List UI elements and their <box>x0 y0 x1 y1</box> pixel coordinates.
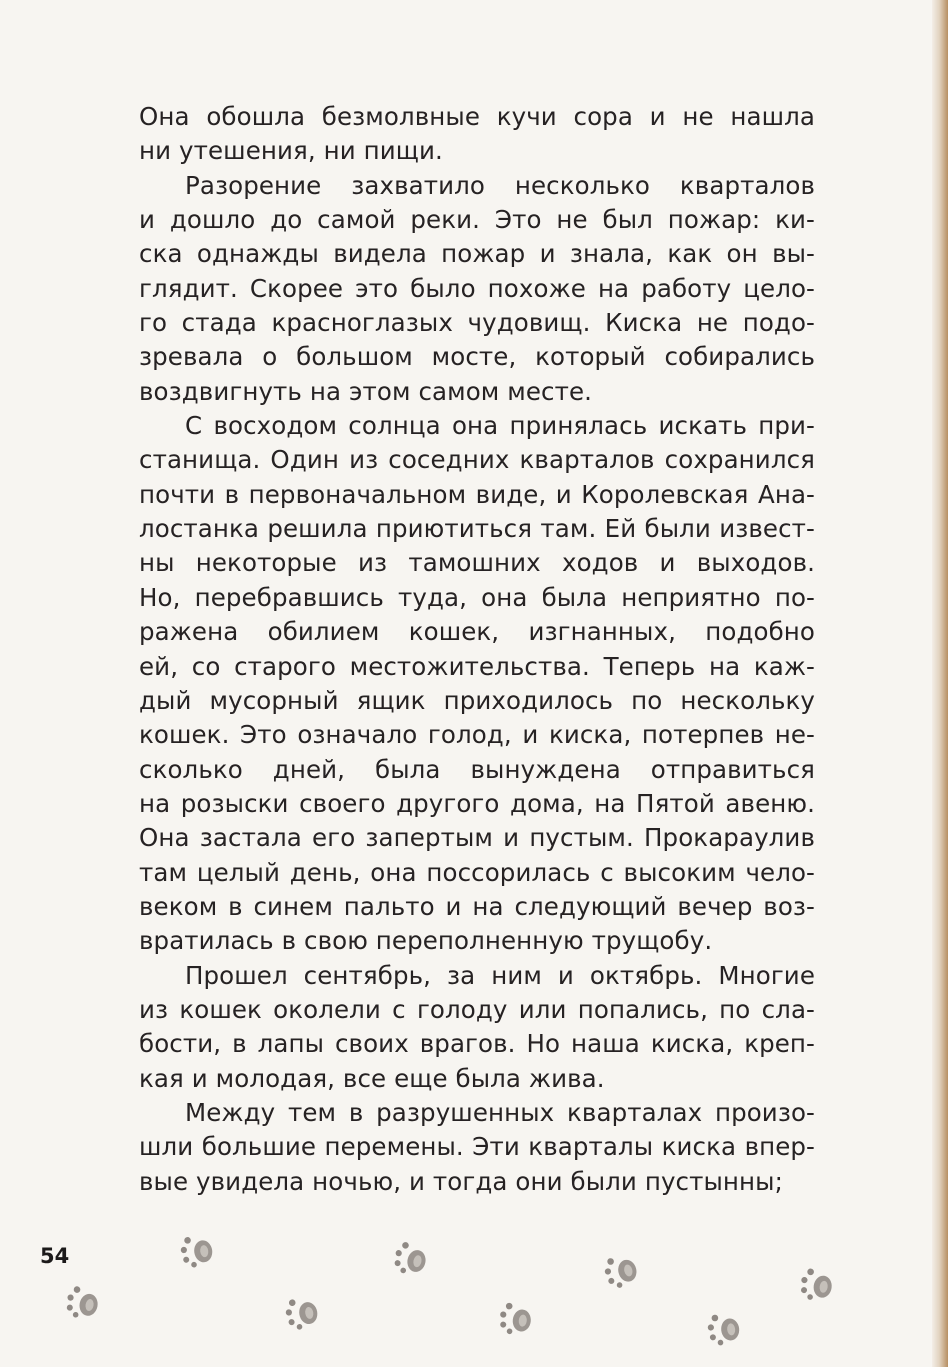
text-line: и дошло до самой реки. Это не был пожар: ки- <box>139 205 815 235</box>
text-line: станища. Один из соседних кварталов сохранился <box>139 445 815 475</box>
text-line: Она обошла безмолвные кучи сора и не нашла <box>139 102 815 131</box>
text-line: Прошел сентябрь, за ним и октябрь. Многие <box>185 960 815 990</box>
cat-paw-print-icon <box>495 1296 539 1340</box>
text-line: Разорение захватило несколько кварталов <box>185 170 815 200</box>
page-number: 54 <box>40 1244 70 1268</box>
cat-paw-print-icon <box>795 1261 840 1306</box>
body-text <box>139 100 815 1199</box>
text-line: дый мусорный ящик приходилось по нескольку <box>139 685 815 715</box>
text-line: ны некоторые из тамошних ходов и выходов. <box>139 548 815 578</box>
text-line: веком в синем пальто и на следующий вечер воз- <box>139 891 815 921</box>
text-line: ни утешения, ни пищи. <box>139 136 443 166</box>
text-line: зревала о большом мосте, который собирались <box>139 342 815 372</box>
text-line: ражена обилием кошек, изгнанных, подобно <box>139 617 815 647</box>
text-line: на розыски своего другого дома, на Пятой авеню. <box>139 788 815 818</box>
text-line: глядит. Скорее это было похоже на работу цело- <box>139 273 815 303</box>
text-line: Но, перебравшись туда, она была неприятно по- <box>139 582 815 612</box>
cat-paw-print-icon <box>61 1279 107 1325</box>
text-line: С восходом солнца она принялась искать при- <box>185 411 815 441</box>
text-line: сколько дней, была вынуждена отправиться <box>139 754 815 784</box>
text-line: шли большие перемены. Эти кварталы киска впер- <box>139 1132 815 1162</box>
text-line: Между тем в разрушенных кварталах произо- <box>185 1097 815 1127</box>
text-line: из кошек околели с голоду или попались, по сла- <box>139 994 815 1024</box>
text-line: Она застала его запертым и пустым. Прокараулив <box>139 823 815 853</box>
text-line: ей, со старого местожительства. Теперь на каж- <box>139 651 815 681</box>
cat-paw-print-icon <box>598 1246 646 1294</box>
text-line: там целый день, она поссорилась с высоким чело- <box>139 857 815 887</box>
book-spine-edge <box>932 0 948 1367</box>
text-line: кая и молодая, все еще была жива. <box>139 1063 605 1093</box>
text-line: ска однажды видела пожар и знала, как он вы- <box>139 239 815 269</box>
text-line: го стада красноглазых чудовищ. Киска не подо- <box>139 308 815 338</box>
text-line: кошек. Это означало голод, и киска, потерпев не- <box>139 720 815 750</box>
text-line: почти в первоначальном виде, и Королевская Ана- <box>139 479 815 509</box>
cat-paw-print-icon <box>175 1227 220 1272</box>
text-line: бости, в лапы своих врагов. Но наша киска, креп- <box>139 1029 815 1059</box>
cat-paw-print-icon <box>388 1234 435 1281</box>
cat-paw-print-icon <box>280 1289 326 1335</box>
text-line: лостанка решила приютиться там. Ей были извест- <box>139 514 815 544</box>
cat-paw-print-icon <box>703 1306 747 1350</box>
text-line: воздвигнуть на этом самом месте. <box>139 376 593 406</box>
text-line: вратилась в свою переполненную трущобу. <box>139 926 713 956</box>
text-line: вые увидела ночью, и тогда они были пустынны; <box>139 1166 783 1196</box>
